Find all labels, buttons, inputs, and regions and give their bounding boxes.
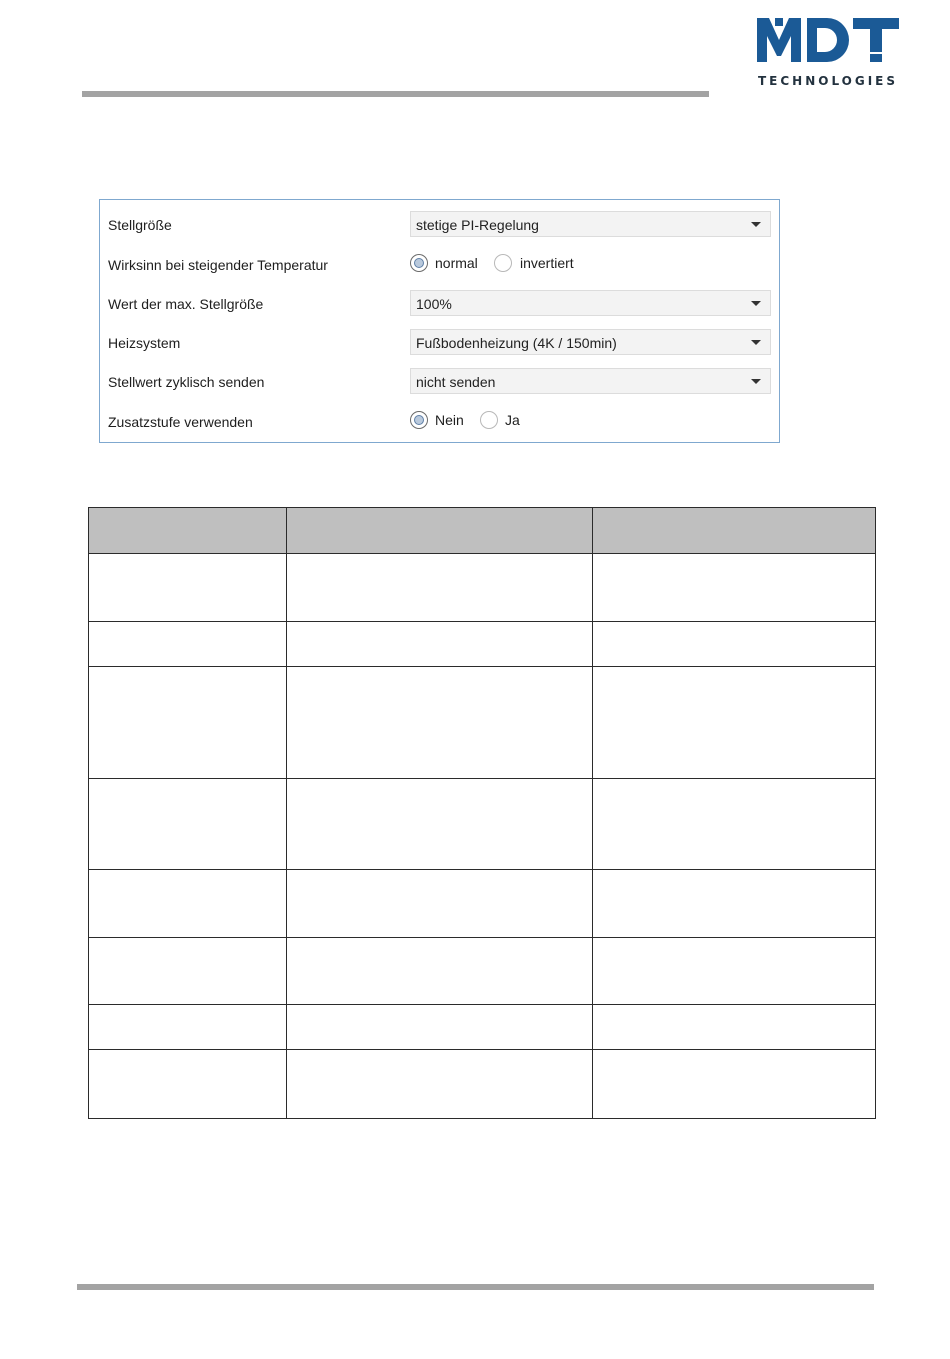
table-border xyxy=(88,507,89,1119)
table-border xyxy=(88,507,876,508)
param-row-zyklisch-senden xyxy=(100,368,779,396)
param-label: Zusatzstufe verwenden xyxy=(108,414,253,430)
select-value: stetige PI-Regelung xyxy=(416,217,539,233)
radio-invertiert[interactable] xyxy=(494,254,512,272)
param-label: Wert der max. Stellgröße xyxy=(108,296,264,312)
chevron-down-icon xyxy=(751,301,761,306)
table-border xyxy=(875,507,876,1119)
radio-label-normal: normal xyxy=(435,255,478,271)
header-divider xyxy=(82,91,709,97)
chevron-down-icon xyxy=(751,222,761,227)
zyklisch-senden-select[interactable] xyxy=(410,368,771,394)
table-col-divider xyxy=(592,507,593,1119)
param-row-heizsystem xyxy=(100,329,779,357)
param-label: Heizsystem xyxy=(108,335,181,351)
param-label: Stellgröße xyxy=(108,217,172,233)
parameter-panel xyxy=(99,199,780,443)
table-row-divider xyxy=(88,621,876,622)
mdt-logo xyxy=(757,18,901,90)
footer-divider xyxy=(77,1284,874,1290)
table-row-divider xyxy=(88,1004,876,1005)
param-label: Stellwert zyklisch senden xyxy=(108,374,265,390)
mdt-wordmark-icon xyxy=(757,18,899,62)
radio-ja[interactable] xyxy=(480,411,498,429)
radio-label-nein: Nein xyxy=(435,412,464,428)
radio-label-invertiert: invertiert xyxy=(520,255,574,271)
select-value: nicht senden xyxy=(416,374,496,390)
select-value: 100% xyxy=(416,296,452,312)
param-row-wirksinn xyxy=(100,251,779,279)
parameter-table xyxy=(88,507,876,1119)
param-row-zusatzstufe xyxy=(100,408,779,436)
logo-subtitle: TECHNOLOGIES xyxy=(757,74,899,88)
table-row-divider xyxy=(88,778,876,779)
table-row-divider xyxy=(88,666,876,667)
table-col-divider xyxy=(286,507,287,1119)
table-header xyxy=(88,507,876,553)
chevron-down-icon xyxy=(751,379,761,384)
table-row-divider xyxy=(88,553,876,554)
param-row-stellgroesse xyxy=(100,211,779,239)
table-row-divider xyxy=(88,869,876,870)
stellgroesse-select[interactable] xyxy=(410,211,771,237)
table-border xyxy=(88,1118,876,1119)
table-row-divider xyxy=(88,1049,876,1050)
radio-nein[interactable] xyxy=(410,411,428,429)
heizsystem-select[interactable] xyxy=(410,329,771,355)
radio-label-ja: Ja xyxy=(505,412,520,428)
select-value: Fußbodenheizung (4K / 150min) xyxy=(416,335,617,351)
chevron-down-icon xyxy=(751,340,761,345)
param-row-max-stellgroesse xyxy=(100,290,779,318)
table-row-divider xyxy=(88,937,876,938)
param-label: Wirksinn bei steigender Temperatur xyxy=(108,257,328,273)
radio-normal[interactable] xyxy=(410,254,428,272)
max-stellgroesse-select[interactable] xyxy=(410,290,771,316)
